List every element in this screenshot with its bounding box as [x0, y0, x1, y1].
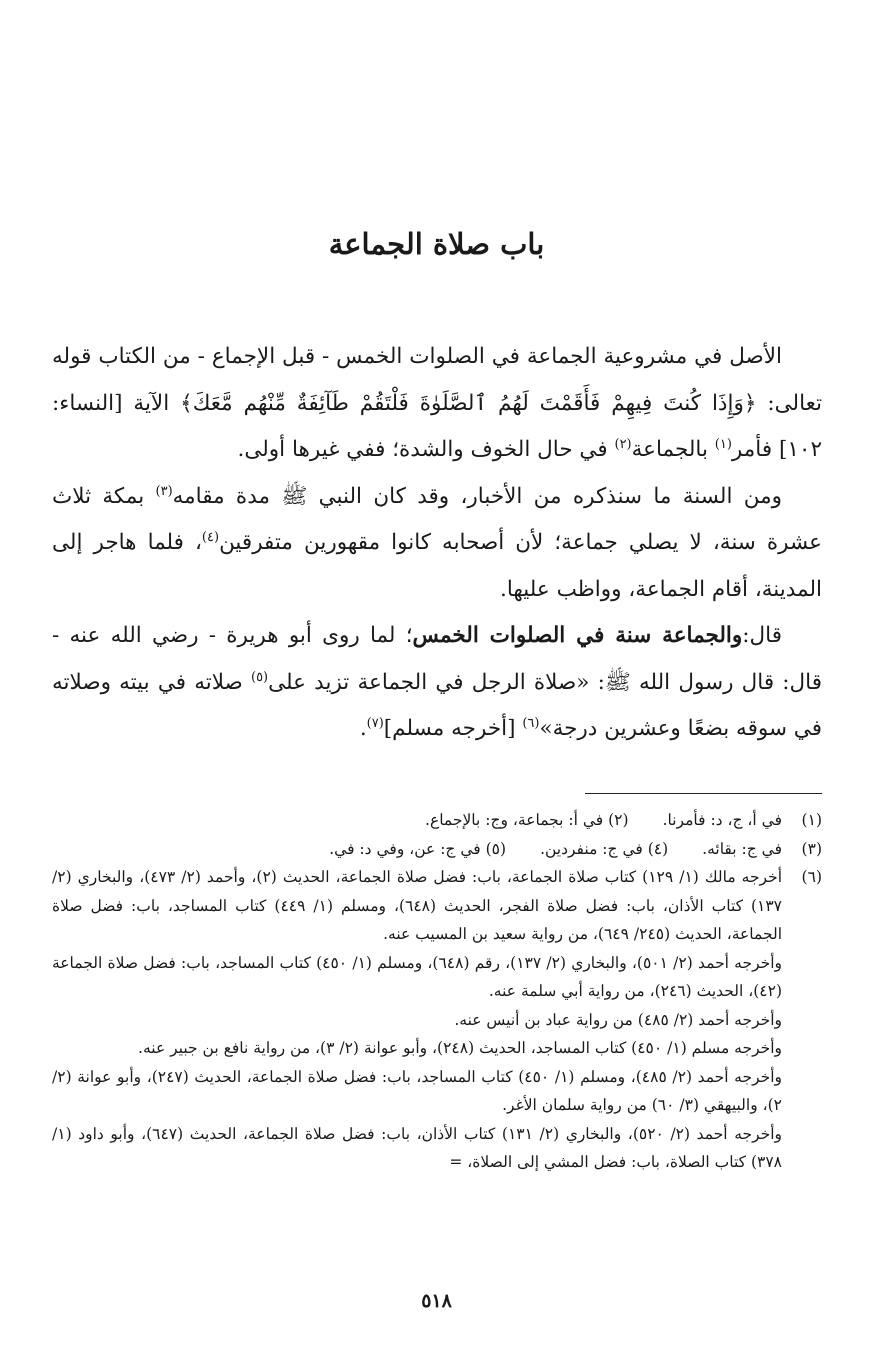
- footnote-number: (٣): [801, 839, 822, 858]
- footnote-text: [52, 806, 782, 835]
- footnote-paragraph: وأخرجه أحمد (٢/ ٤٨٥) من رواية عباد بن أنيس عنه.: [454, 1010, 782, 1029]
- ruling-text: والجماعة سنة في الصلوات الخمس: [412, 623, 743, 648]
- paragraph-text: في حال الخوف والشدة؛ ففي غيرها أولى.: [237, 437, 615, 462]
- footnote-ref[interactable]: (١): [714, 436, 732, 452]
- footnote-entry: في أ، ج، د: فأمرنا.: [662, 811, 782, 829]
- paragraph-text: ومن السنة ما سنذكره من الأخبار، وقد كان النبي ﷺ مدة مقامه: [172, 483, 782, 509]
- footnote-paragraph: وأخرجه أحمد (٢/ ٤٨٥)، ومسلم (١/ ٤٥٠) كتاب المساجد، باب: فضل صلاة الجماعة، الحديث (٢٤٧)، وأبو عوانة (٢/ ٢)، والبيهقي (٣/ ٦٠) من رواية سلمان الأغر.: [52, 1067, 782, 1114]
- paragraph-text: [أخرجه مسلم]: [383, 716, 523, 741]
- footnote-divider: [585, 793, 822, 794]
- footnote-ref[interactable]: (٤): [201, 529, 220, 545]
- paragraph-text: صلاته في بيته وصلاته في سوقه بضعًا وعشرين درجة»: [52, 669, 822, 741]
- footnote-row: [52, 835, 822, 864]
- qal-label: قال:: [742, 623, 782, 648]
- main-text: [52, 334, 822, 753]
- footnote-number: (٦): [801, 868, 822, 886]
- paragraph-text: ، فلما هاجر إلى المدينة، أقام الجماعة، وواظب عليها.: [52, 530, 822, 602]
- paragraph-sunnah-evidence: [52, 474, 822, 614]
- footnote-paragraph: أخرجه مالك (١/ ١٢٩) كتاب صلاة الجماعة، باب: فضل صلاة الجماعة، الحديث (٢)، وأحمد (٢/ ٤٧٣)، والبخاري (٢/ ١٣٧) كتاب الأذان، باب: فضل صلاة الفجر، الحديث (٦٤٨)، ومسلم (١/ ٤٤٩) كتاب المساجد، باب: فضل صلاة الجماعة، الحديث (٢٤٥/ ٦٤٩)، من رواية سعيد بن المسيب عنه.: [52, 868, 783, 943]
- footnote-entry: (٢) في أ: بجماعة، وج: بالإجماع.: [425, 811, 629, 829]
- footnote-number: (١): [801, 811, 822, 829]
- footnote-text: [52, 863, 782, 1177]
- paragraph-quran-evidence: [52, 334, 822, 474]
- paragraph-text: بالجماعة: [631, 437, 715, 462]
- footnote-entry: (٥) في ج: عن، وفي د: في.: [329, 839, 507, 858]
- footnote-ref[interactable]: (٢): [614, 436, 632, 452]
- footnote-paragraph: وأخرجه أحمد (٢/ ٥٢٠)، والبخاري (٢/ ١٣١) كتاب الأذان، باب: فضل صلاة الجماعة، الحديث (٦٤٧)، وأبو داود (١/ ٣٧٨) كتاب الصلاة، باب: فضل المشي إلى الصلاة، =: [52, 1124, 783, 1171]
- paragraph-text: .: [359, 716, 367, 741]
- chapter-title: باب صلاة الجماعة: [328, 227, 545, 261]
- footnote-ref[interactable]: (٦): [522, 715, 540, 731]
- footnote-ref[interactable]: (٥): [250, 669, 269, 685]
- page-number: ٥١٨: [421, 1290, 452, 1312]
- footnote-row: [52, 863, 822, 1177]
- paragraph-ruling: [52, 613, 822, 753]
- paragraph-text: ؛ لما روى أبو هريرة - رضي الله عنه - قال: قال رسول الله ﷺ: «صلاة الرجل في الجماعة تزيد على: [52, 623, 822, 695]
- paragraph-text: بمكة ثلاث عشرة سنة، لا يصلي جماعة؛ لأن أصحابه كانوا مقهورين متفرقين: [52, 483, 822, 555]
- footnote-text: [52, 835, 782, 864]
- footnote-paragraph: وأخرجه مسلم (١/ ٤٥٠) كتاب المساجد، الحديث (٢٤٨)، وأبو عوانة (٢/ ٣)، من رواية نافع بن جبير عنه.: [138, 1039, 782, 1057]
- footnotes-section: [52, 806, 822, 1177]
- footnote-paragraph: وأخرجه أحمد (٢/ ٥٠١)، والبخاري (٢/ ١٣٧)، رقم (٦٤٨)، ومسلم (١/ ٤٥٠) كتاب المساجد، باب: فضل صلاة الجماعة (٤٢)، الحديث (٢٤٦)، من رواية أبي سلمة عنه.: [52, 953, 782, 1000]
- footnote-entry: (٤) في ج: منفردين.: [540, 839, 669, 858]
- footnote-ref[interactable]: (٣): [155, 483, 173, 499]
- footnote-ref[interactable]: (٧): [366, 715, 384, 731]
- footnote-entry: في ج: بقائه.: [702, 839, 782, 858]
- paragraph-text: الأصل في مشروعية الجماعة في الصلوات الخمس - قبل الإجماع - من الكتاب قوله تعالى: ﴿وَإِذَا كُنتَ فِيهِمْ فَأَقَمْتَ لَهُمُ ٱلصَّلَوٰةَ فَلْتَقُمْ طَآئِفَةٌ مِّنْهُم مَّعَكَ﴾ الآية [النساء: ١٠٢] فأمر: [52, 344, 822, 462]
- footnote-row: [52, 806, 822, 835]
